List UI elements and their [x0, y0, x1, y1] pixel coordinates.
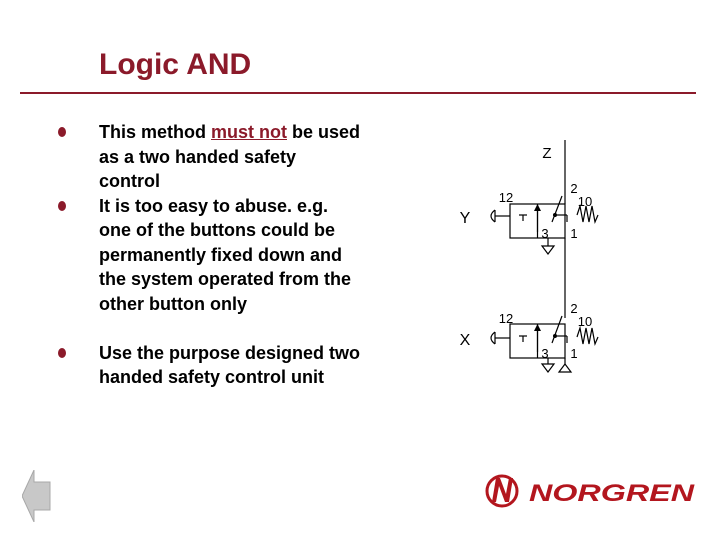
supply-source-icon: [559, 364, 571, 372]
port-10-label: 10: [577, 314, 593, 329]
port-3-label: 3: [541, 226, 549, 241]
output-label: Z: [542, 145, 552, 162]
port-10-label: 10: [577, 194, 593, 209]
port-1-label: 1: [570, 226, 578, 241]
valve-x: [460, 301, 598, 372]
norgren-logo-icon: [485, 472, 700, 512]
port-3-label: 3: [541, 346, 549, 361]
port-1-label: 1: [570, 346, 578, 361]
spring-return-icon: [577, 328, 598, 344]
port-12-label: 12: [498, 190, 514, 205]
exhaust-icon: [542, 246, 554, 254]
valve-input-label: Y: [459, 210, 471, 227]
back-arrow-icon[interactable]: [22, 470, 52, 522]
flow-arrow-icon: [534, 324, 541, 331]
bullet-text-pre: This method: [99, 122, 211, 142]
port-2-label: 2: [570, 301, 578, 316]
port-2-label: 2: [570, 181, 578, 196]
page-title: Logic AND: [99, 48, 252, 81]
valve-input-label: X: [459, 332, 471, 349]
exhaust-icon: [542, 364, 554, 372]
valve-y: [460, 181, 598, 254]
bullet-text-post: be used as a two handed safety control: [99, 122, 361, 191]
bullet-text: It is too easy to abuse. e.g. one of the buttons could be permanently fixed down and the system operated from the other button only: [99, 195, 352, 314]
port-12-label: 12: [498, 311, 514, 326]
logo-wordmark: NORGREN: [529, 480, 695, 507]
flow-arrow-icon: [534, 204, 541, 211]
bullet-emphasis: must not: [211, 122, 287, 142]
bullet-text: Use the purpose designed two handed safety control unit: [99, 342, 361, 387]
